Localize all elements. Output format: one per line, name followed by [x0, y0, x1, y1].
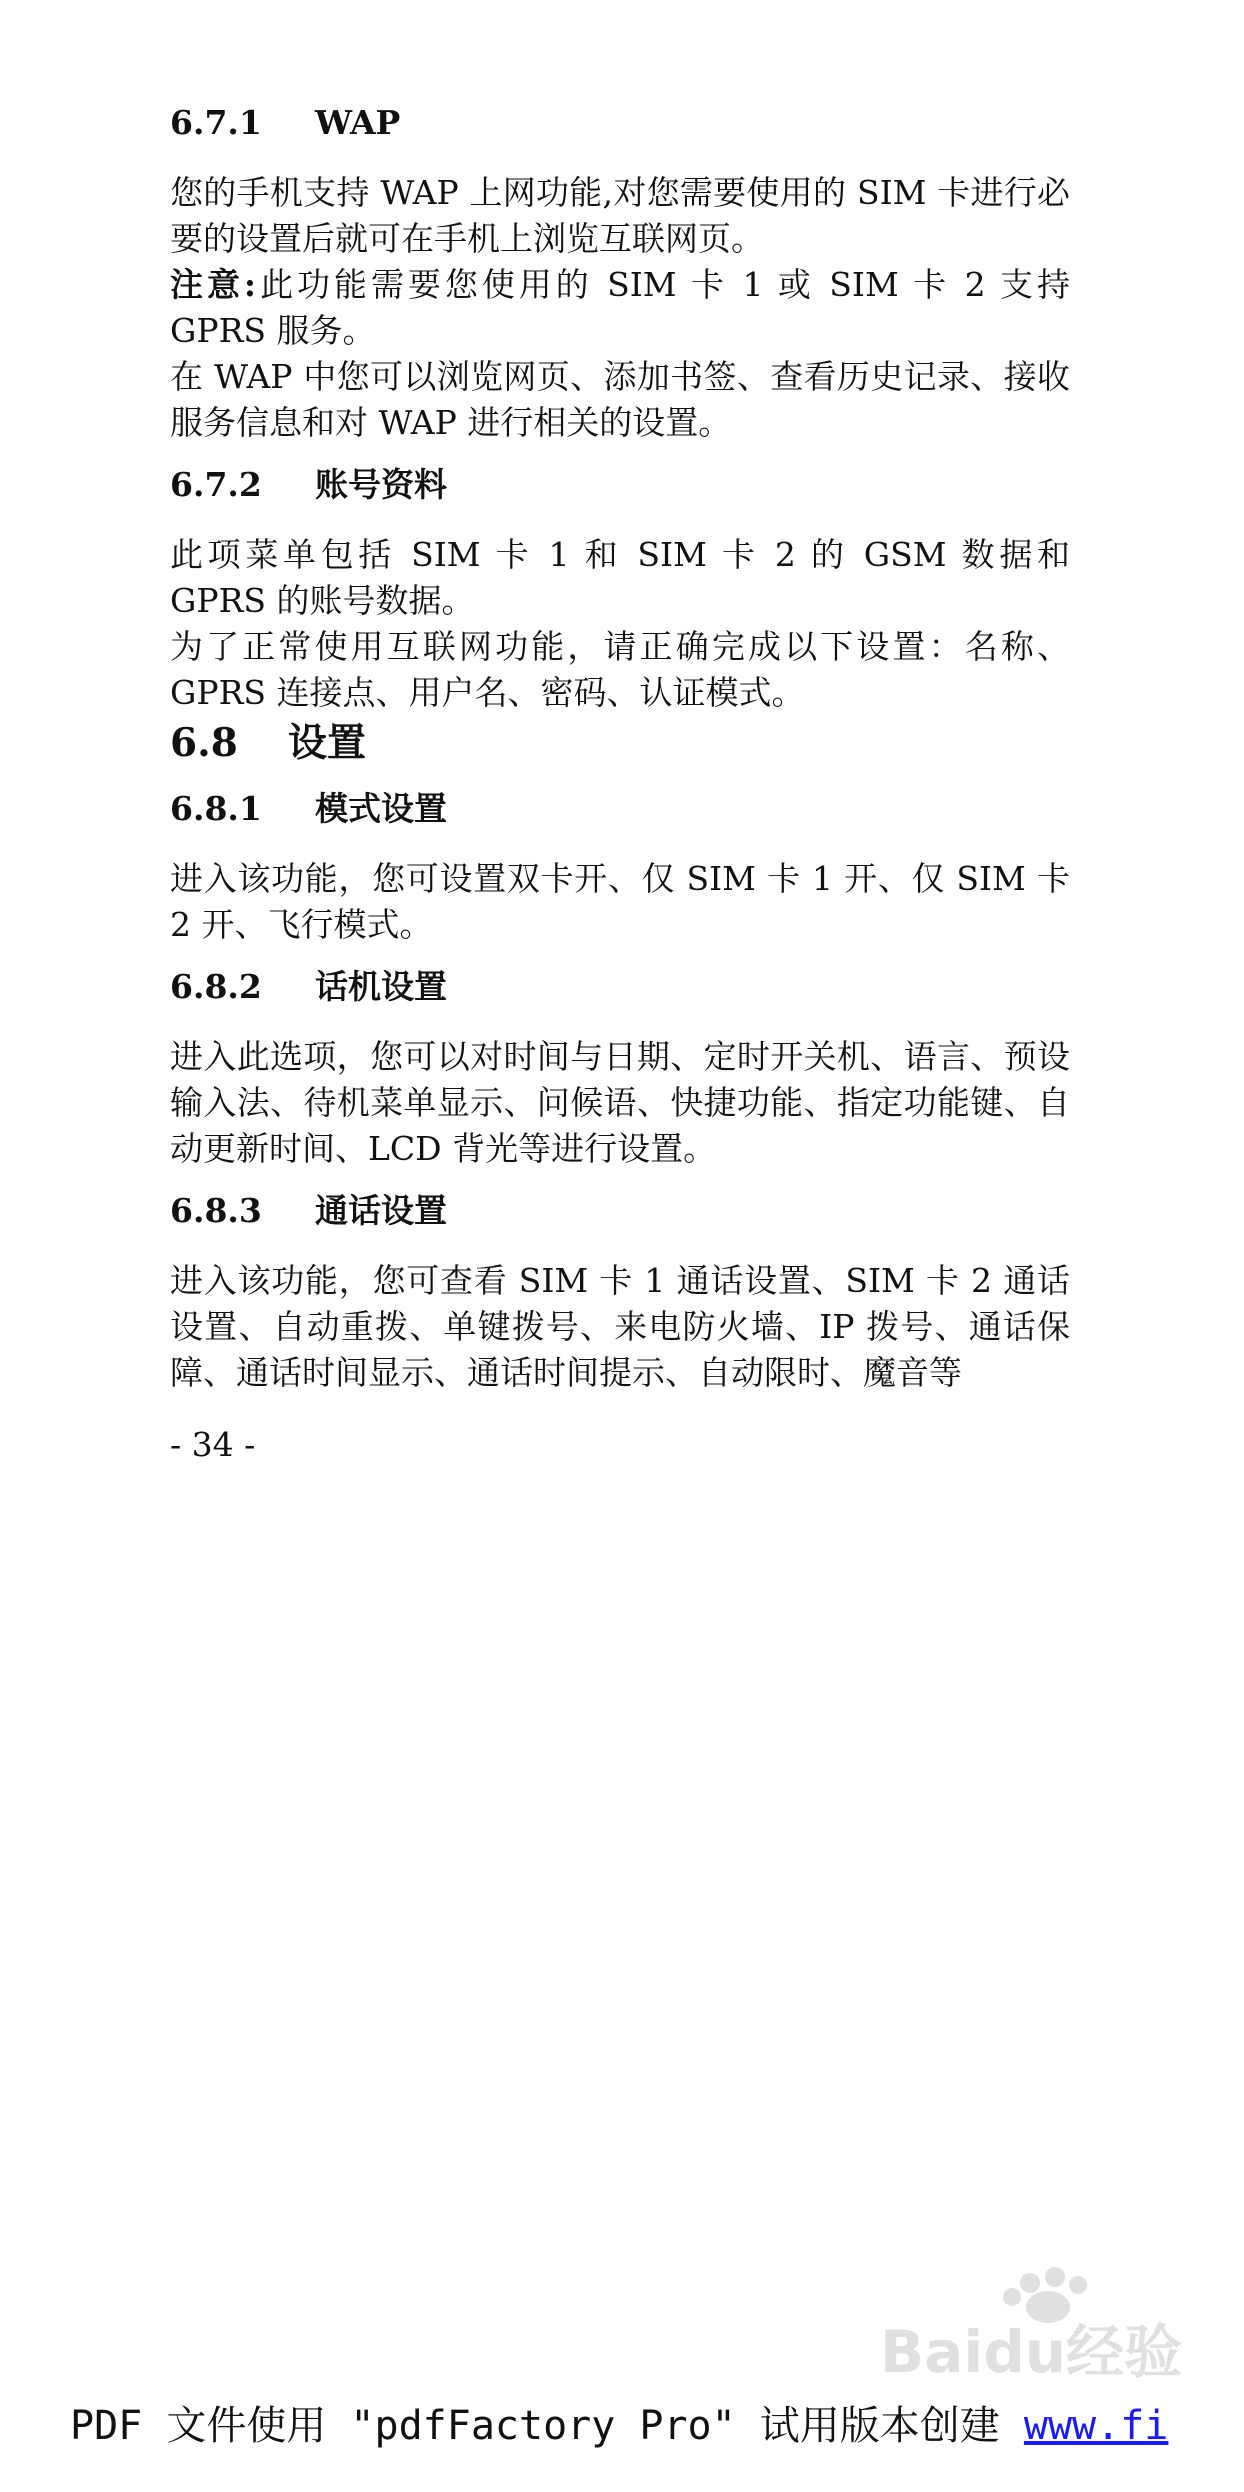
section-heading-6-8-1 — [170, 786, 1070, 832]
section-title: WAP — [315, 103, 401, 142]
section-number: 6.7.1 — [170, 103, 262, 142]
footer-link[interactable]: www.fi — [1023, 2403, 1169, 2449]
section-title: 通话设置 — [315, 1191, 447, 1230]
footer-text: PDF 文件使用 "pdfFactory Pro" 试用版本创建 — [70, 2403, 1024, 2449]
paragraph: 进入该功能，您可查看 SIM 卡 1 通话设置、SIM 卡 2 通话设置、自动重拨、单键拨号、来电防火墙、IP 拨号、通话保障、通话时间显示、通话时间提示、自动限时、魔音等 — [170, 1261, 1070, 1392]
paragraph: 为了正常使用互联网功能，请正确完成以下设置：名称、GPRS 连接点、用户名、密码、认证模式。 — [170, 627, 1070, 712]
section-number: 6.8.1 — [170, 789, 262, 828]
baidu-watermark-logo — [880, 2265, 1183, 2386]
chapter-number: 6.8 — [170, 720, 238, 766]
note-label: 注意: — [170, 265, 257, 304]
section-title: 模式设置 — [315, 789, 447, 828]
page-number: - 34 - — [170, 1425, 256, 1464]
paragraph: 进入此选项，您可以对时间与日期、定时开关机、语言、预设输入法、待机菜单显示、问候语、快捷功能、指定功能键、自动更新时间、LCD 背光等进行设置。 — [170, 1037, 1070, 1168]
paragraph: 进入该功能，您可设置双卡开、仅 SIM 卡 1 开、仅 SIM 卡 2 开、飞行模式。 — [170, 859, 1070, 944]
paragraph: 在 WAP 中您可以浏览网页、添加书签、查看历史记录、接收服务信息和对 WAP 进行相关的设置。 — [170, 357, 1070, 442]
section-heading-6-8-2 — [170, 964, 1070, 1010]
section-number: 6.8.3 — [170, 1191, 262, 1230]
section-heading-6-7-1 — [170, 100, 1070, 146]
section-title: 话机设置 — [315, 967, 447, 1006]
section-title: 账号资料 — [315, 465, 447, 504]
note-paragraph — [170, 262, 1070, 354]
paragraph: 此项菜单包括 SIM 卡 1 和 SIM 卡 2 的 GSM 数据和 GPRS 的账号数据。 — [170, 535, 1070, 620]
document-page — [170, 100, 1070, 1468]
chapter-heading-6-8 — [170, 716, 1070, 770]
section-heading-6-8-3 — [170, 1188, 1070, 1234]
watermark-text: Baidu经验 — [880, 2318, 1183, 2386]
section-number: 6.7.2 — [170, 465, 262, 504]
note-text: 此功能需要您使用的 SIM 卡 1 或 SIM 卡 2 支持 GPRS 服务。 — [170, 265, 1070, 350]
paragraph: 您的手机支持 WAP 上网功能,对您需要使用的 SIM 卡进行必要的设置后就可在手机上浏览互联网页。 — [170, 173, 1070, 258]
chapter-title: 设置 — [288, 720, 367, 766]
pdf-footer — [70, 2398, 1168, 2454]
section-heading-6-7-2 — [170, 462, 1070, 508]
section-number: 6.8.2 — [170, 967, 262, 1006]
